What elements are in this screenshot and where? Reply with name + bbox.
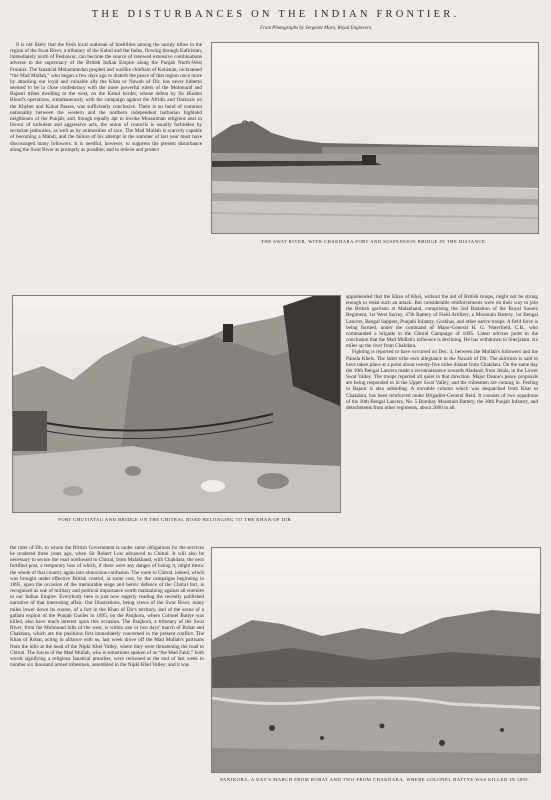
article-text-col1 [10, 42, 202, 260]
article-paragraph: Fighting is reported to have occurred on Dec. 4, between the Mullah's followers and the Painda Khels. The latter tribe own allegiance to the Nawab of Dir. The skirmish is said to have taken place at a point about twenty-five miles distant from Chakdara. On the same day the 10th Bengal Lancers made a reconnaissance towards Aladand, from Jelala, in the Lower Swat Valley. The troops reported all quiet in that direction. Major Deane's peace proposals are being responded to in the Upper Swat Valley, and the tribesmen are coming in. Feeling in Bajaur is also subsiding. A movable column which was despatched from Khar to Chakdara, has been reinforced under Brigadier-General Reid. It consists of two squadrons of the 10th Bengal Lancers, No. 5 Bombay Mountain Battery, the 30th Punjab Infantry, and detachments from other regiments, about 2000 in all. [346, 349, 538, 411]
figure-panjkora-caption: PANJKORA, A DAY'S MARCH FROM ROBAT AND TWO FROM CHAKDARA, WHERE COLONEL BATTYE WAS KILLED IN 1895. [220, 777, 530, 782]
figure-fort-chutiatau-photo [12, 295, 341, 513]
figure-swat-river-caption: THE SWAT RIVER, WITH CHAKDARA FORT AND SUSPENSION BRIDGE IN THE DISTANCE. [261, 239, 487, 244]
photo-credit: From Photographs by Sergeant Mace, Royal Engineers. [260, 26, 373, 31]
figure-swat-river-photo [211, 42, 539, 234]
article-text-col2 [346, 294, 538, 534]
figure-fort-chutiatau-caption: FORT CHUTIATAU AND BRIDGE ON THE CHITRAL ROAD BELONGING TO THE KHAN OF DIR. [58, 517, 293, 522]
page-title: THE DISTURBANCES ON THE INDIAN FRONTIER. [91, 9, 460, 20]
article-paragraph: apprehended that the Khan of Khel, without the aid of British troops, might not be strong enough to resist such an attack. But considerable reinforcements were on their way to join the British garrison at Malakhand, comprising the 2nd Battalion of the Royal Sussex Regiment, 1st West Surrey, 47th Battery of Field Artillery, a Mountain Battery, 1st Bengal Lancers, Bengal Sappers, Punjabi Infantry, Gurkhas, and other native troops. A field force is being formed, under the command of Major-General H. G. Waterfield, C.B., who commanded a brigade in the Chitral Campaign of 1895. Latest advices point to the conclusion that the Mad Mullah's influence is declining. He has withdrawn to Sherjalam, six miles up the river from Chakdara. [346, 294, 538, 350]
figure-panjkora-photo [211, 547, 541, 773]
article-text-col3 [10, 545, 204, 797]
article-paragraph: the ruler of Dir, to whom the British Government is under some obligations for the services he rendered three years ago, when Sir Robert Low advanced to Chitral. It will also be necessary to secure the road northward to Chitral, from Malakhand, with Chakdara, the next fortified post, a temporary loss of which, if there were any danger of losing it, might throw the whole of that country again into obnoxious confusion. The route to Chitral, indeed, which was brought under effective British control, at some cost, by the campaigns beginning in 1895, upon the occasion of the memorable siege and heroic defence of the Chitral fort, is recognised as one of military and political importance worth maintaining against all enemies to our Indian Empire. Everybody here is just now eagerly reading the recently published narrative of that interesting affair. Our Illustrations, being views of the Swat River, many miles lower down its course, of a fort in the Khan of Dir's territory, and of the scene of a gallant exploit of the Punjab Guides in 1895, on the Panjkora, where Colonel Battye was killed, also have much interest upon this occasion. The Panjkora, a tributary of the Swat River, from the Mohmund hills of the west, is within one or two days' march of Robat and Chakdara, which are the positions first immediately concerned in the present conflict. The Khan of Robat, acting in alliance with us, last week drove off the Mad Mullah's partisans from the hills at the head of the Nipki Khel Valley, where they were threatening the road to Chitral. The forces of the Mad Mullah, who is sometimes spoken of as “the Mad Fakir,” both words signifying a religious fanatical preacher, were reckoned at the end of last week to number six thousand armed tribesmen, assembled in the Nipki Khel Valley; and it was [10, 545, 204, 668]
article-paragraph: It is not likely that the fresh local outbreak of hostilities among the unruly tribes in the region of the Swat River, a tributary of the Kabul and the Indus, flowing through Kafiristan, immediately north of Peshawur, can become the source of renewed extensive combinations adverse to the supremacy of the British Indian Empire along the Punjab North-West Frontier. The fanatical Mohammedan prophet and warlike chieftain of Kohistan, nicknamed “the Mad Mullah,” who began a few days ago to disturb the peace of that region once more by attacking our loyal and valuable ally the Khan or Nawab of Dir, has never hitherto seemed to be in close confederacy with the more powerful rulers of the Mohmund and Bajaori tribes dwelling to the west, on the Kabul border, whose defeat by Sir Bindon Blood's operations, simultaneously with the campaign against the Afridis and Orakzais on the Khyber and Kohat Passes, was sufficiently conclusive. There is no bond of common nationality between the western and the northern independent barbarian highland neighbours of the Punjab; and, though equally apt to invoke Mussulman religious zeal in favour of turbulent and aggressive acts, the union of councils is usually forbidden by sectarian jealousies, as well as by animosities of race. The Mad Mullah is scarcely capable of becoming a Mahdi, and the failure of his attempt in the summer of last year must have discouraged many followers. It is needful, however, to suppress the present disturbance along the Swat River as promptly as possible; and to relieve and protect [10, 42, 202, 153]
